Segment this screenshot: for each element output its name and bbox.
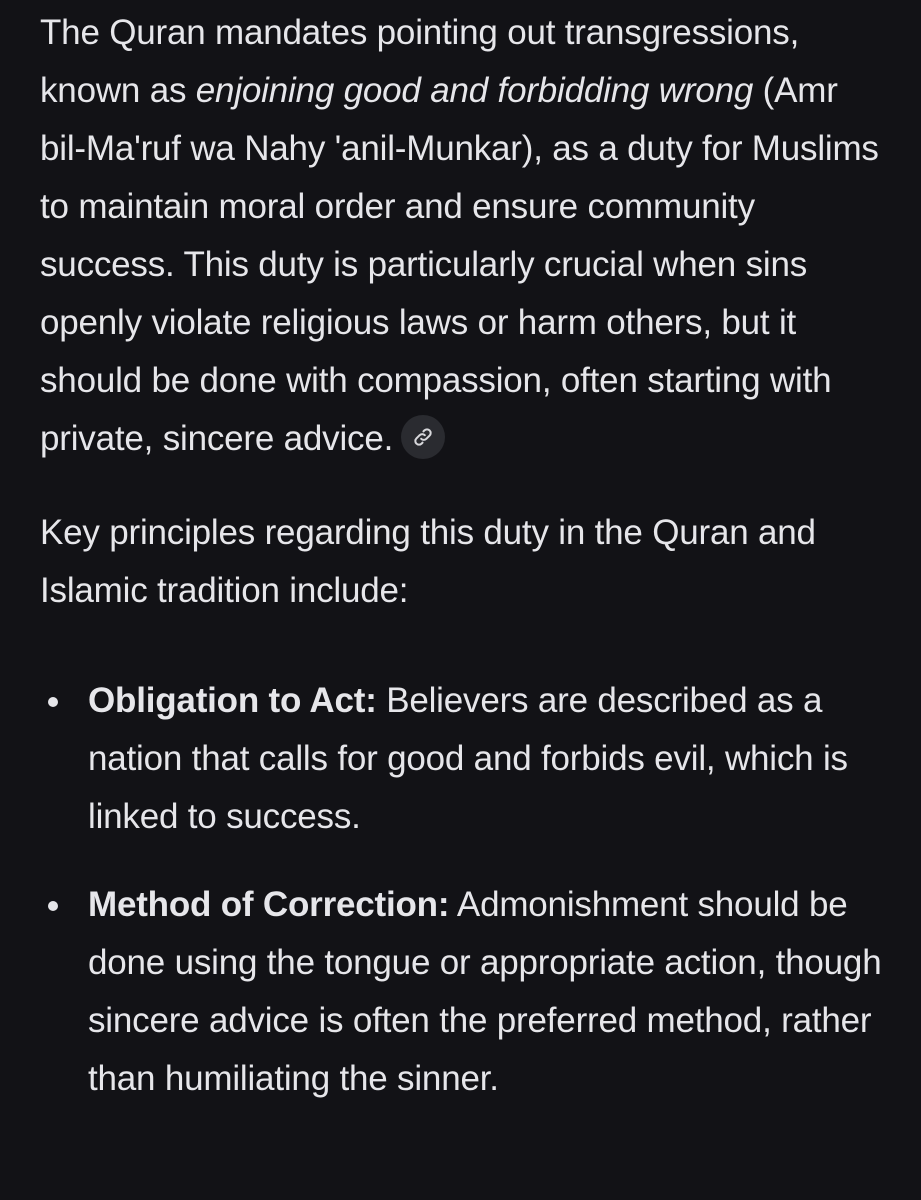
principles-list — [40, 672, 890, 1108]
principles-intro: Key principles regarding this duty in the Quran and Islamic tradition include: — [40, 513, 816, 610]
principle-term: Method of Correction: — [88, 885, 450, 924]
list-item — [40, 672, 890, 846]
principle-description: Believers are described as a nation that calls for good and forbids evil, which is linked to success. — [88, 681, 848, 836]
bullet-icon — [48, 697, 58, 707]
intro-text-1: The Quran mandates pointing out transgressions, known as — [40, 13, 800, 110]
intro-emphasis: enjoining good and forbidding wrong — [195, 71, 754, 110]
principle-term: Obligation to Act: — [88, 681, 377, 720]
bullet-icon — [48, 901, 58, 911]
intro-text-2: (Amr bil-Ma'ruf wa Nahy 'anil-Munkar), as a duty for Muslims to maintain moral order and ensure community success. This duty is particularly crucial when sins openly violate religious laws or harm others, but it should be done with compassion, often starting with private, sincere advice. — [40, 71, 879, 458]
list-item — [40, 876, 890, 1108]
source-link-button[interactable] — [401, 415, 445, 459]
principle-description: Admonishment should be done using the tongue or appropriate action, though sincere advice is often the preferred method, rather than humiliating the sinner. — [88, 885, 882, 1098]
intro-paragraph — [40, 4, 890, 468]
response-content — [40, 4, 890, 1108]
link-icon — [412, 426, 434, 448]
